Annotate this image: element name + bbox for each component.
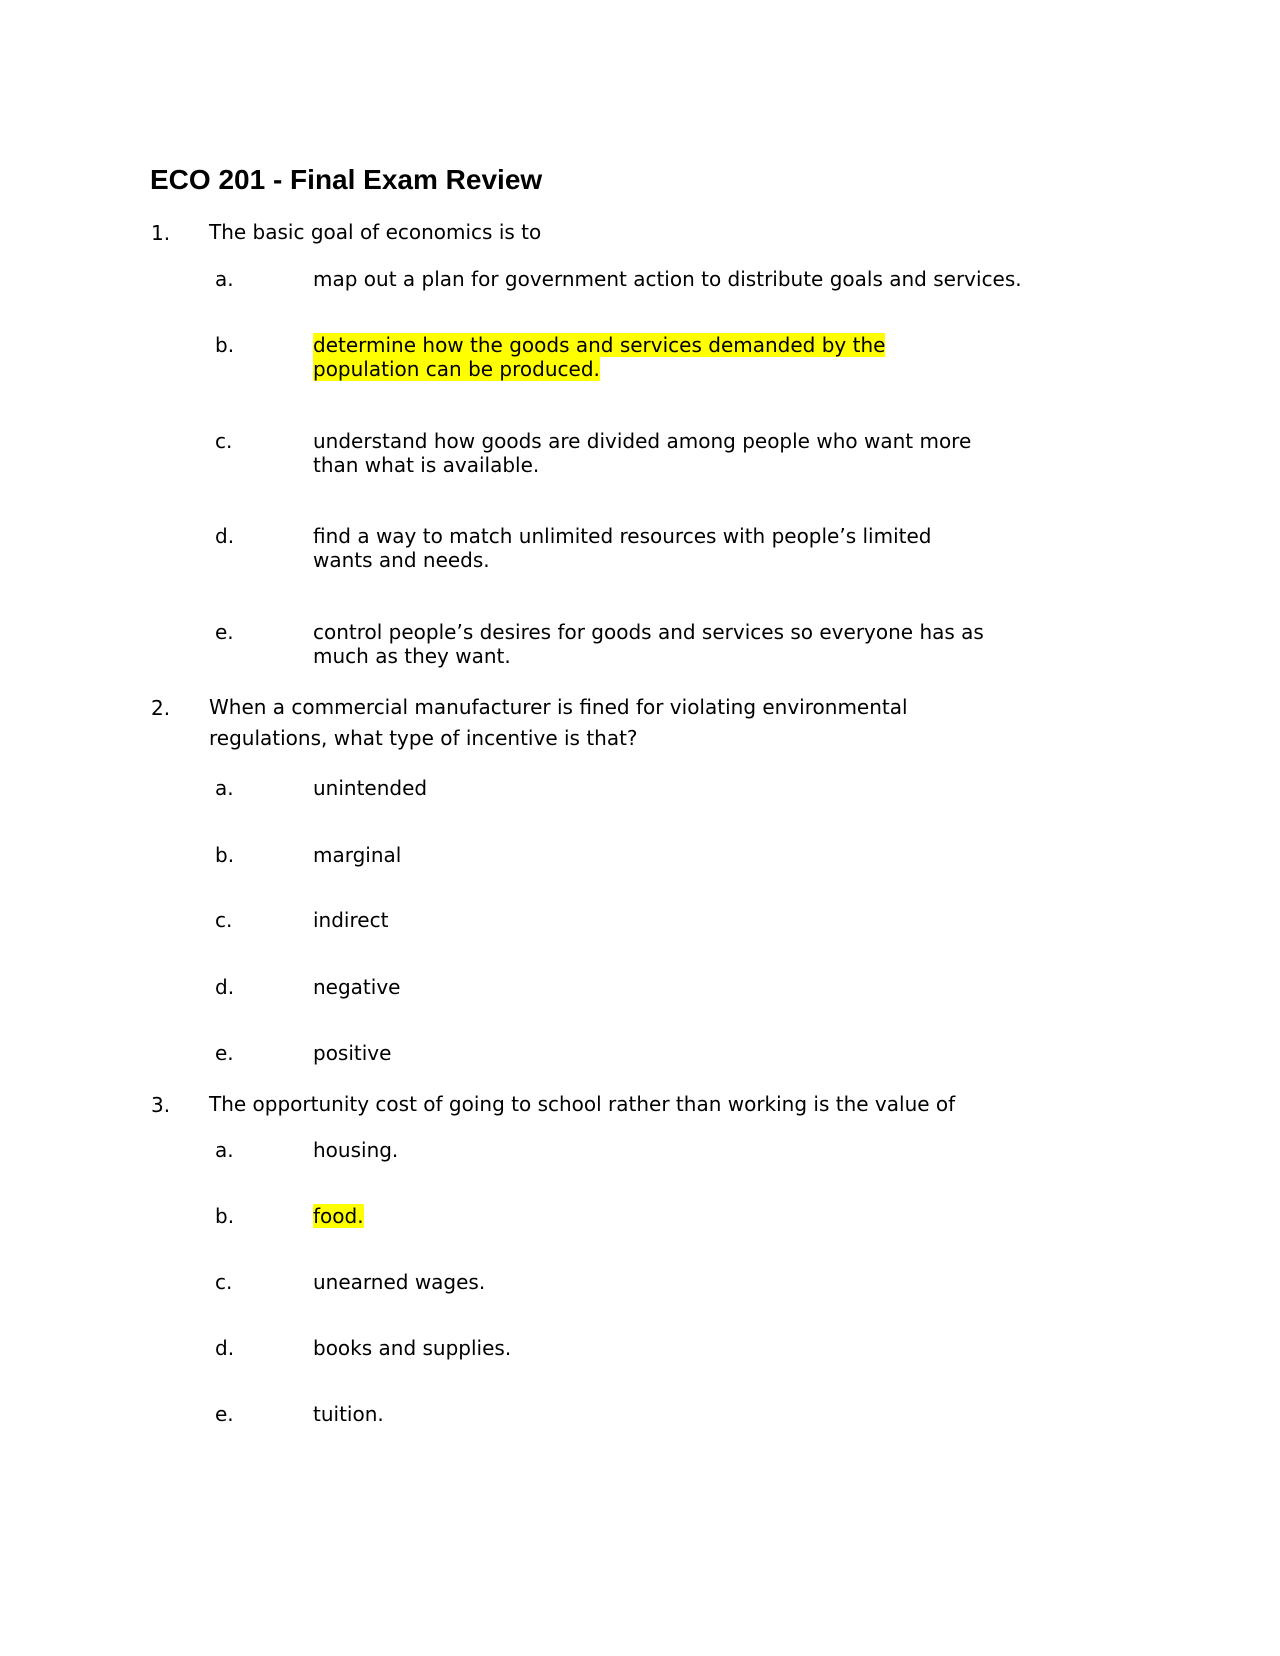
highlighted-answer-text: food. — [313, 1204, 364, 1228]
answer-option — [313, 1402, 384, 1426]
option-letter: c. — [215, 908, 233, 932]
answer-option — [313, 429, 971, 477]
option-text: housing. — [313, 1138, 399, 1162]
option-text: understand how goods are divided among people who want more — [313, 429, 972, 453]
answer-option — [313, 908, 388, 932]
option-letter: b. — [215, 843, 235, 867]
question-text — [209, 217, 541, 248]
answer-option — [313, 1336, 511, 1360]
highlighted-answer-text: population can be produced. — [313, 357, 600, 381]
question-text — [209, 692, 908, 754]
option-text: tuition. — [313, 1402, 384, 1426]
question-text-line: When a commercial manufacturer is fined for violating environmental — [209, 695, 908, 719]
option-text: map out a plan for government action to distribute goals and services. — [313, 267, 1022, 291]
option-text: than what is available. — [313, 453, 540, 477]
question-text-line: regulations, what type of incentive is that? — [209, 726, 638, 750]
option-text: indirect — [313, 908, 389, 932]
option-letter: e. — [215, 620, 234, 644]
option-letter: e. — [215, 1402, 234, 1426]
option-text: much as they want. — [313, 644, 511, 668]
answer-option — [313, 333, 885, 381]
question-text-line: The basic goal of economics is to — [209, 220, 542, 244]
answer-option — [313, 975, 400, 999]
option-text: negative — [313, 975, 401, 999]
page-title: ECO 201 - Final Exam Review — [150, 164, 543, 195]
option-letter: d. — [215, 1336, 235, 1360]
answer-option — [313, 843, 401, 867]
option-text: find a way to match unlimited resources with people’s limited — [313, 524, 932, 548]
option-letter: c. — [215, 429, 233, 453]
answer-option — [313, 1041, 391, 1065]
answer-option — [313, 776, 427, 800]
option-text: books and supplies. — [313, 1336, 512, 1360]
question-number: 2. — [151, 696, 171, 720]
option-text: wants and needs. — [313, 548, 490, 572]
highlighted-answer-text: determine how the goods and services demanded by the — [313, 333, 886, 357]
question-number: 3. — [151, 1093, 171, 1117]
answer-option — [313, 1270, 485, 1294]
question-number: 1. — [151, 221, 171, 245]
option-letter: d. — [215, 524, 235, 548]
option-letter: c. — [215, 1270, 233, 1294]
option-text: control people’s desires for goods and services so everyone has as — [313, 620, 984, 644]
option-letter: a. — [215, 776, 234, 800]
option-letter: a. — [215, 267, 234, 291]
question-text-line: The opportunity cost of going to school rather than working is the value of — [209, 1092, 956, 1116]
option-letter: a. — [215, 1138, 234, 1162]
option-text: marginal — [313, 843, 402, 867]
option-text: unearned wages. — [313, 1270, 486, 1294]
option-text: unintended — [313, 776, 428, 800]
option-letter: d. — [215, 975, 235, 999]
option-letter: e. — [215, 1041, 234, 1065]
option-text: positive — [313, 1041, 392, 1065]
option-letter: b. — [215, 1204, 235, 1228]
answer-option — [313, 620, 984, 668]
option-letter: b. — [215, 333, 235, 357]
answer-option — [313, 524, 932, 572]
question-text — [209, 1089, 955, 1120]
answer-option — [313, 267, 1022, 291]
answer-option — [313, 1204, 364, 1228]
answer-option — [313, 1138, 398, 1162]
